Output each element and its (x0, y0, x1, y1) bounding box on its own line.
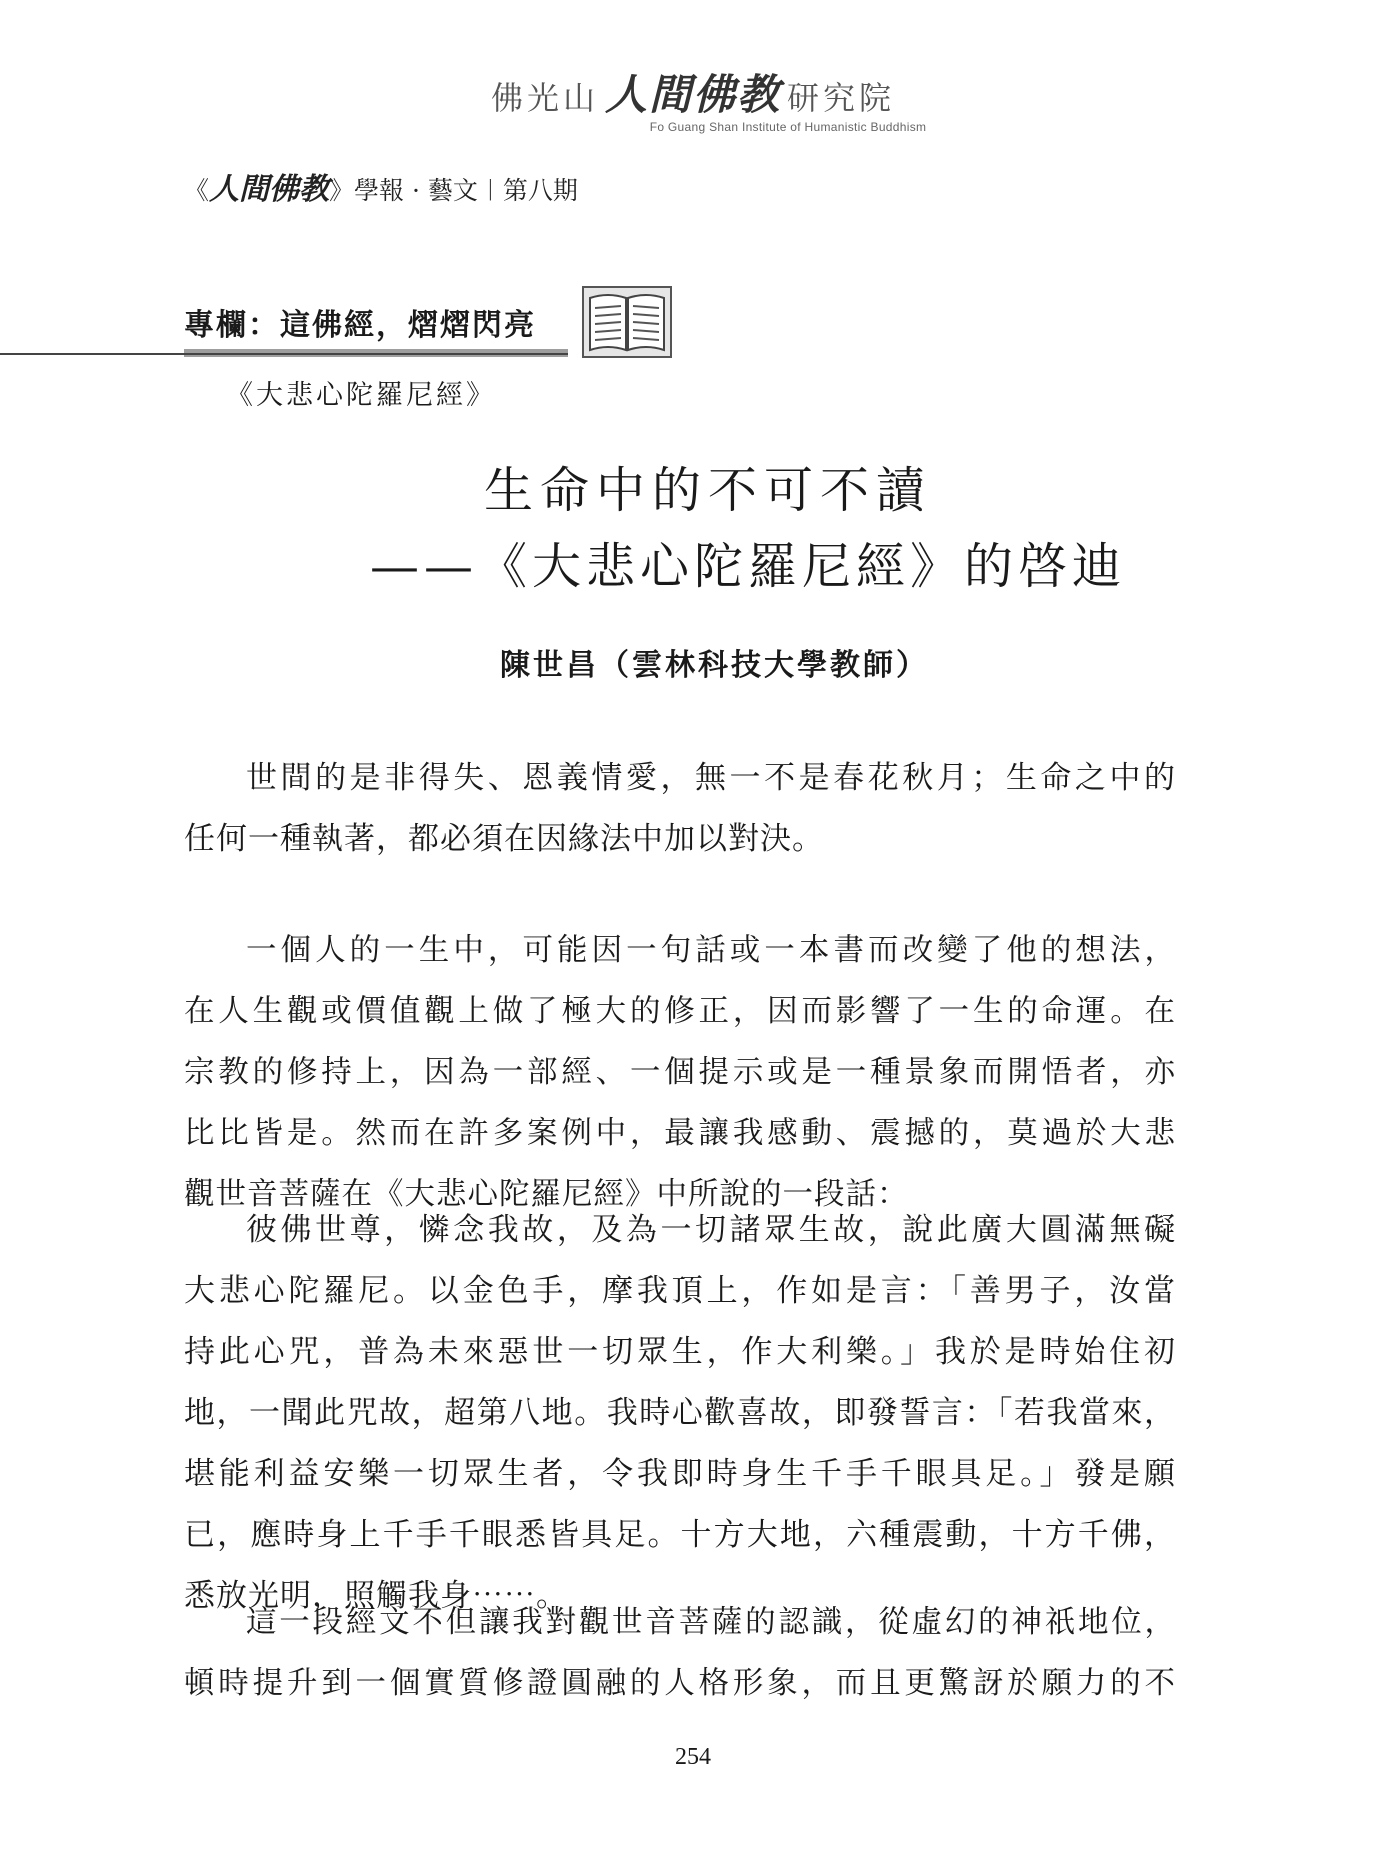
institute-logo: 人間佛教 (604, 70, 781, 119)
column-label: 專欄：這佛經，熠熠閃亮 (184, 308, 536, 343)
text-line: 持此心咒，普為未來惡世一切眾生，作大利樂。」我於是時始住初 (184, 1334, 1176, 1370)
text-line: 已，應時身上千手千眼悉皆具足。十方大地，六種震動，十方千佛， (184, 1517, 1176, 1553)
institute-english-name: Fo Guang Shan Institute of Humanistic Buddhism (649, 120, 927, 134)
text-line: 彼佛世尊，憐念我故，及為一切諸眾生故，說此廣大圓滿無礙 (246, 1212, 1176, 1248)
text-line: 觀世音菩薩在《大悲心陀羅尼經》中所說的一段話： (184, 1177, 909, 1212)
journal-title (184, 164, 578, 208)
text-line: 宗教的修持上，因為一部經、一個提示或是一種景象而開悟者，亦 (184, 1055, 1176, 1090)
text-line: 堪能利益安樂一切眾生者，令我即時身生千手千眼具足。」發是願 (184, 1456, 1176, 1492)
journal-open-bracket: 《 (184, 176, 210, 205)
sutra-subheading: 《大悲心陀羅尼經》 (226, 380, 496, 411)
text-line: 一個人的一生中，可能因一句話或一本書而改變了他的想法， (246, 933, 1176, 968)
paragraph-body (184, 1592, 1176, 1714)
article-subtitle: ——《大悲心陀羅尼經》的啓迪 (370, 538, 1127, 595)
text-line: 比比皆是。然而在許多案例中，最讓我感動、震撼的，莫過於大悲 (184, 1116, 1176, 1151)
institute-header (0, 62, 1386, 134)
journal-issue: 》學報 · 藝文︱第八期 (329, 176, 578, 205)
paragraph-body (184, 920, 1176, 1225)
paragraph-intro (184, 748, 1176, 870)
text-line: 世間的是非得失、恩義情愛，無一不是春花秋月；生命之中的 (246, 760, 1176, 796)
sutra-quotation (184, 1200, 1176, 1627)
article-title: 生命中的不可不讀 (483, 462, 932, 519)
journal-logo: 人間佛教 (209, 172, 330, 207)
text-line: 任何一種執著，都必須在因緣法中加以對決。 (184, 821, 824, 857)
open-book-icon (582, 286, 672, 358)
text-line: 這一段經文不但讓我對觀世音菩薩的認識，從虛幻的神祇地位， (246, 1605, 1176, 1640)
institute-suffix: 研究院 (787, 79, 896, 117)
text-line: 地，一聞此咒故，超第八地。我時心歡喜故，即發誓言：「若我當來， (184, 1395, 1176, 1431)
text-line: 頓時提升到一個實質修證圓融的人格形象，而且更驚訝於願力的不 (184, 1666, 1176, 1701)
page-number: 254 (675, 1744, 711, 1770)
column-rule (0, 353, 568, 355)
text-line: 在人生觀或價值觀上做了極大的修正，因而影響了一生的命運。在 (184, 994, 1176, 1029)
text-line: 悉放光明，照觸我身⋯⋯。 (184, 1578, 568, 1614)
text-line: 大悲心陀羅尼。以金色手，摩我頂上，作如是言：「善男子，汝當 (184, 1273, 1176, 1309)
institute-prefix: 佛光山 (490, 79, 599, 117)
institute-name (0, 62, 1386, 122)
author-byline: 陳世昌（雲林科技大學教師） (500, 648, 929, 683)
